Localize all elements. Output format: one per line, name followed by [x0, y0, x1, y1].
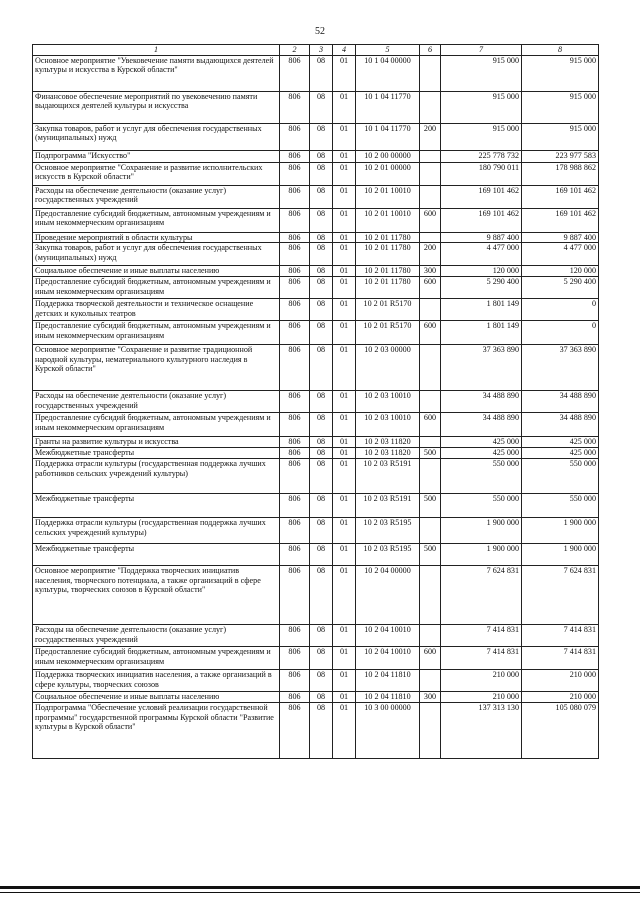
row-name-cell: Расходы на обеспечение деятельности (оказание услуг) государственных учреждений: [33, 625, 280, 647]
grbs-cell: 806: [280, 670, 310, 692]
sum-next-cell: 9 887 400: [522, 233, 599, 243]
sum-cell: 137 313 130: [441, 703, 522, 759]
sum-next-cell: 0: [522, 299, 599, 321]
grbs-cell: 806: [280, 494, 310, 518]
subsection-cell: 01: [333, 518, 356, 544]
target-article-cell: 10 2 03 10010: [356, 413, 420, 437]
table-row: [33, 494, 599, 518]
sum-next-cell: 1 900 000: [522, 518, 599, 544]
subsection-cell: 01: [333, 391, 356, 413]
expense-type-cell: 600: [420, 647, 441, 670]
subsection-cell: 01: [333, 566, 356, 625]
grbs-cell: 806: [280, 518, 310, 544]
expense-type-cell: [420, 518, 441, 544]
target-article-cell: 10 2 03 11820: [356, 448, 420, 459]
subsection-cell: 01: [333, 345, 356, 391]
grbs-cell: 806: [280, 413, 310, 437]
section-cell: 08: [310, 151, 333, 163]
sum-next-cell: 169 101 462: [522, 209, 599, 233]
grbs-cell: 806: [280, 544, 310, 566]
sum-next-cell: 210 000: [522, 670, 599, 692]
section-cell: 08: [310, 163, 333, 186]
expense-type-cell: [420, 299, 441, 321]
target-article-cell: 10 2 01 00000: [356, 163, 420, 186]
row-name-cell: Закупка товаров, работ и услуг для обеспечения государственных (муниципальных) нужд: [33, 124, 280, 151]
expense-type-cell: 300: [420, 692, 441, 703]
subsection-cell: 01: [333, 277, 356, 299]
sum-next-cell: 550 000: [522, 459, 599, 494]
sum-next-cell: 178 988 862: [522, 163, 599, 186]
expense-type-cell: 200: [420, 124, 441, 151]
subsection-cell: 01: [333, 151, 356, 163]
section-cell: 08: [310, 243, 333, 266]
row-name-cell: Предоставление субсидий бюджетным, автономным учреждениям и иным некоммерческим организациям: [33, 321, 280, 345]
target-article-cell: 10 2 03 R5195: [356, 518, 420, 544]
header-row: [33, 45, 599, 56]
table-row: [33, 459, 599, 494]
section-cell: 08: [310, 437, 333, 448]
sum-next-cell: 5 290 400: [522, 277, 599, 299]
grbs-cell: 806: [280, 625, 310, 647]
bottom-rule-thin: [0, 892, 640, 893]
target-article-cell: 10 2 01 11780: [356, 266, 420, 277]
row-name-cell: Межбюджетные трансферты: [33, 448, 280, 459]
table-row: [33, 124, 599, 151]
row-name-cell: Предоставление субсидий бюджетным, автономным учреждениям и иным некоммерческим организациям: [33, 647, 280, 670]
grbs-cell: 806: [280, 703, 310, 759]
expense-type-cell: [420, 233, 441, 243]
section-cell: 08: [310, 299, 333, 321]
column-header-4: 4: [333, 45, 356, 56]
sum-cell: 225 778 732: [441, 151, 522, 163]
grbs-cell: 806: [280, 124, 310, 151]
sum-next-cell: 550 000: [522, 494, 599, 518]
subsection-cell: 01: [333, 233, 356, 243]
section-cell: 08: [310, 233, 333, 243]
sum-cell: 9 887 400: [441, 233, 522, 243]
sum-cell: 34 488 890: [441, 391, 522, 413]
target-article-cell: 10 2 03 10010: [356, 391, 420, 413]
target-article-cell: 10 2 04 00000: [356, 566, 420, 625]
grbs-cell: 806: [280, 243, 310, 266]
subsection-cell: 01: [333, 703, 356, 759]
target-article-cell: 10 2 03 00000: [356, 345, 420, 391]
section-cell: 08: [310, 692, 333, 703]
sum-cell: 210 000: [441, 692, 522, 703]
table-row: [33, 277, 599, 299]
subsection-cell: 01: [333, 670, 356, 692]
table-row: [33, 692, 599, 703]
sum-next-cell: 1 900 000: [522, 544, 599, 566]
row-name-cell: Поддержка отрасли культуры (государственная поддержка лучших сельских учреждений культуры): [33, 518, 280, 544]
subsection-cell: 01: [333, 437, 356, 448]
subsection-cell: 01: [333, 243, 356, 266]
sum-cell: 425 000: [441, 437, 522, 448]
sum-next-cell: 4 477 000: [522, 243, 599, 266]
target-article-cell: 10 2 03 11820: [356, 437, 420, 448]
expense-type-cell: [420, 345, 441, 391]
column-header-6: 6: [420, 45, 441, 56]
section-cell: 08: [310, 92, 333, 124]
sum-cell: 1 900 000: [441, 518, 522, 544]
sum-next-cell: 0: [522, 321, 599, 345]
row-name-cell: Предоставление субсидий бюджетным, автономным учреждениям и иным некоммерческим организациям: [33, 413, 280, 437]
sum-next-cell: 223 977 583: [522, 151, 599, 163]
table-body: [33, 56, 599, 759]
column-header-3: 3: [310, 45, 333, 56]
target-article-cell: 10 1 04 11770: [356, 124, 420, 151]
sum-cell: 37 363 890: [441, 345, 522, 391]
subsection-cell: 01: [333, 299, 356, 321]
row-name-cell: Основное мероприятие "Сохранение и развитие традиционной народной культуры, нематериального культурного наследия в Курской области": [33, 345, 280, 391]
row-name-cell: Расходы на обеспечение деятельности (оказание услуг) государственных учреждений: [33, 186, 280, 209]
row-name-cell: Расходы на обеспечение деятельности (оказание услуг) государственных учреждений: [33, 391, 280, 413]
table-row: [33, 163, 599, 186]
expense-type-cell: [420, 92, 441, 124]
sum-next-cell: 34 488 890: [522, 413, 599, 437]
grbs-cell: 806: [280, 299, 310, 321]
sum-cell: 210 000: [441, 670, 522, 692]
table-row: [33, 151, 599, 163]
column-header-1: 1: [33, 45, 280, 56]
target-article-cell: 10 2 01 R5170: [356, 299, 420, 321]
target-article-cell: 10 3 00 00000: [356, 703, 420, 759]
expense-type-cell: 600: [420, 209, 441, 233]
sum-next-cell: 37 363 890: [522, 345, 599, 391]
row-name-cell: Межбюджетные трансферты: [33, 494, 280, 518]
section-cell: 08: [310, 277, 333, 299]
row-name-cell: Предоставление субсидий бюджетным, автономным учреждениям и иным некоммерческим организациям: [33, 209, 280, 233]
sum-next-cell: 7 624 831: [522, 566, 599, 625]
expense-type-cell: [420, 566, 441, 625]
sum-next-cell: 915 000: [522, 124, 599, 151]
subsection-cell: 01: [333, 321, 356, 345]
expense-type-cell: [420, 186, 441, 209]
table-row: [33, 233, 599, 243]
sum-cell: 1 801 149: [441, 321, 522, 345]
expense-type-cell: 600: [420, 277, 441, 299]
section-cell: 08: [310, 647, 333, 670]
table-row: [33, 56, 599, 92]
grbs-cell: 806: [280, 186, 310, 209]
row-name-cell: Межбюджетные трансферты: [33, 544, 280, 566]
section-cell: 08: [310, 321, 333, 345]
expense-type-cell: 600: [420, 321, 441, 345]
sum-cell: 5 290 400: [441, 277, 522, 299]
target-article-cell: 10 2 04 10010: [356, 647, 420, 670]
section-cell: 08: [310, 56, 333, 92]
target-article-cell: 10 2 01 10010: [356, 186, 420, 209]
section-cell: 08: [310, 124, 333, 151]
subsection-cell: 01: [333, 459, 356, 494]
target-article-cell: 10 1 04 11770: [356, 92, 420, 124]
column-header-8: 8: [522, 45, 599, 56]
expense-type-cell: [420, 625, 441, 647]
section-cell: 08: [310, 448, 333, 459]
subsection-cell: 01: [333, 413, 356, 437]
grbs-cell: 806: [280, 391, 310, 413]
target-article-cell: 10 2 01 R5170: [356, 321, 420, 345]
target-article-cell: 10 2 04 11810: [356, 692, 420, 703]
sum-cell: 180 790 011: [441, 163, 522, 186]
sum-next-cell: 915 000: [522, 92, 599, 124]
subsection-cell: 01: [333, 92, 356, 124]
table-row: [33, 243, 599, 266]
row-name-cell: Поддержка творческой деятельности и техническое оснащение детских и кукольных театров: [33, 299, 280, 321]
row-name-cell: Предоставление субсидий бюджетным, автономным учреждениям и иным некоммерческим организациям: [33, 277, 280, 299]
sum-cell: 915 000: [441, 56, 522, 92]
sum-cell: 550 000: [441, 459, 522, 494]
subsection-cell: 01: [333, 494, 356, 518]
section-cell: 08: [310, 209, 333, 233]
sum-cell: 1 900 000: [441, 544, 522, 566]
row-name-cell: Основное мероприятие "Увековечение памяти выдающихся деятелей культуры и искусства в Курской области": [33, 56, 280, 92]
table-row: [33, 413, 599, 437]
target-article-cell: 10 2 03 R5191: [356, 459, 420, 494]
row-name-cell: Гранты на развитие культуры и искусства: [33, 437, 280, 448]
expense-type-cell: [420, 163, 441, 186]
sum-next-cell: 915 000: [522, 56, 599, 92]
target-article-cell: 10 2 00 00000: [356, 151, 420, 163]
expense-type-cell: 500: [420, 494, 441, 518]
sum-next-cell: 34 488 890: [522, 391, 599, 413]
row-name-cell: Подпрограмма "Искусство": [33, 151, 280, 163]
expense-type-cell: 200: [420, 243, 441, 266]
table-row: [33, 566, 599, 625]
subsection-cell: 01: [333, 448, 356, 459]
row-name-cell: Финансовое обеспечение мероприятий по увековечению памяти выдающихся деятелей культуры и искусства: [33, 92, 280, 124]
subsection-cell: 01: [333, 56, 356, 92]
grbs-cell: 806: [280, 266, 310, 277]
grbs-cell: 806: [280, 566, 310, 625]
column-header-2: 2: [280, 45, 310, 56]
grbs-cell: 806: [280, 209, 310, 233]
expense-type-cell: [420, 459, 441, 494]
sum-cell: 120 000: [441, 266, 522, 277]
subsection-cell: 01: [333, 625, 356, 647]
sum-next-cell: 120 000: [522, 266, 599, 277]
section-cell: 08: [310, 566, 333, 625]
sum-cell: 1 801 149: [441, 299, 522, 321]
sum-next-cell: 105 080 079: [522, 703, 599, 759]
section-cell: 08: [310, 494, 333, 518]
expense-type-cell: [420, 437, 441, 448]
table-row: [33, 92, 599, 124]
table-row: [33, 703, 599, 759]
expense-type-cell: [420, 56, 441, 92]
column-header-5: 5: [356, 45, 420, 56]
target-article-cell: 10 2 01 11780: [356, 243, 420, 266]
sum-cell: 7 624 831: [441, 566, 522, 625]
section-cell: 08: [310, 670, 333, 692]
grbs-cell: 806: [280, 459, 310, 494]
sum-cell: 425 000: [441, 448, 522, 459]
target-article-cell: 10 2 03 R5191: [356, 494, 420, 518]
row-name-cell: Закупка товаров, работ и услуг для обеспечения государственных (муниципальных) нужд: [33, 243, 280, 266]
grbs-cell: 806: [280, 233, 310, 243]
row-name-cell: Основное мероприятие "Сохранение и развитие исполнительских искусств в Курской области": [33, 163, 280, 186]
sum-cell: 169 101 462: [441, 209, 522, 233]
sum-cell: 34 488 890: [441, 413, 522, 437]
sum-cell: 4 477 000: [441, 243, 522, 266]
section-cell: 08: [310, 459, 333, 494]
row-name-cell: Проведение мероприятий в области культуры: [33, 233, 280, 243]
target-article-cell: 10 1 04 00000: [356, 56, 420, 92]
section-cell: 08: [310, 703, 333, 759]
row-name-cell: Социальное обеспечение и иные выплаты населению: [33, 692, 280, 703]
row-name-cell: Социальное обеспечение и иные выплаты населению: [33, 266, 280, 277]
target-article-cell: 10 2 01 10010: [356, 209, 420, 233]
sum-next-cell: 7 414 831: [522, 625, 599, 647]
section-cell: 08: [310, 518, 333, 544]
sum-next-cell: 169 101 462: [522, 186, 599, 209]
expense-type-cell: 500: [420, 544, 441, 566]
table-row: [33, 625, 599, 647]
target-article-cell: 10 2 03 R5195: [356, 544, 420, 566]
page-number: 52: [315, 26, 325, 37]
sum-cell: 169 101 462: [441, 186, 522, 209]
row-name-cell: Основное мероприятие "Поддержка творческих инициатив населения, творческого потенциала, а также организаций в сфере культуры, творческих союзов в Курской области": [33, 566, 280, 625]
target-article-cell: 10 2 04 11810: [356, 670, 420, 692]
section-cell: 08: [310, 186, 333, 209]
expense-type-cell: 500: [420, 448, 441, 459]
sum-next-cell: 425 000: [522, 448, 599, 459]
grbs-cell: 806: [280, 277, 310, 299]
section-cell: 08: [310, 413, 333, 437]
expense-type-cell: 300: [420, 266, 441, 277]
subsection-cell: 01: [333, 124, 356, 151]
section-cell: 08: [310, 544, 333, 566]
table-row: [33, 518, 599, 544]
table-row: [33, 448, 599, 459]
table-row: [33, 647, 599, 670]
bottom-rule: [0, 886, 640, 889]
sum-next-cell: 210 000: [522, 692, 599, 703]
sum-cell: 915 000: [441, 92, 522, 124]
expense-type-cell: [420, 703, 441, 759]
table-row: [33, 321, 599, 345]
expense-type-cell: [420, 391, 441, 413]
expense-type-cell: [420, 670, 441, 692]
grbs-cell: 806: [280, 448, 310, 459]
subsection-cell: 01: [333, 186, 356, 209]
section-cell: 08: [310, 266, 333, 277]
subsection-cell: 01: [333, 209, 356, 233]
grbs-cell: 806: [280, 345, 310, 391]
target-article-cell: 10 2 01 11780: [356, 233, 420, 243]
grbs-cell: 806: [280, 151, 310, 163]
row-name-cell: Поддержка отрасли культуры (государственная поддержка лучших работников сельских учреждений культуры): [33, 459, 280, 494]
sum-cell: 550 000: [441, 494, 522, 518]
subsection-cell: 01: [333, 544, 356, 566]
sum-cell: 915 000: [441, 124, 522, 151]
grbs-cell: 806: [280, 321, 310, 345]
expense-type-cell: [420, 151, 441, 163]
grbs-cell: 806: [280, 56, 310, 92]
table-row: [33, 266, 599, 277]
grbs-cell: 806: [280, 647, 310, 670]
row-name-cell: Поддержка творческих инициатив населения, а также организаций в сфере культуры, творческих союзов: [33, 670, 280, 692]
table-row: [33, 299, 599, 321]
section-cell: 08: [310, 391, 333, 413]
sum-cell: 7 414 831: [441, 625, 522, 647]
subsection-cell: 01: [333, 163, 356, 186]
table-row: [33, 437, 599, 448]
grbs-cell: 806: [280, 92, 310, 124]
target-article-cell: 10 2 04 10010: [356, 625, 420, 647]
expense-type-cell: 600: [420, 413, 441, 437]
table-row: [33, 544, 599, 566]
table-row: [33, 186, 599, 209]
column-header-7: 7: [441, 45, 522, 56]
table-row: [33, 209, 599, 233]
row-name-cell: Подпрограмма "Обеспечение условий реализации государственной программы" государственной программы Курской области "Развитие культуры в Курской области": [33, 703, 280, 759]
grbs-cell: 806: [280, 437, 310, 448]
grbs-cell: 806: [280, 692, 310, 703]
section-cell: 08: [310, 345, 333, 391]
table-row: [33, 670, 599, 692]
table-row: [33, 391, 599, 413]
subsection-cell: 01: [333, 266, 356, 277]
subsection-cell: 01: [333, 647, 356, 670]
grbs-cell: 806: [280, 163, 310, 186]
section-cell: 08: [310, 625, 333, 647]
budget-table: [32, 44, 599, 759]
sum-cell: 7 414 831: [441, 647, 522, 670]
sum-next-cell: 425 000: [522, 437, 599, 448]
table-row: [33, 345, 599, 391]
subsection-cell: 01: [333, 692, 356, 703]
sum-next-cell: 7 414 831: [522, 647, 599, 670]
target-article-cell: 10 2 01 11780: [356, 277, 420, 299]
